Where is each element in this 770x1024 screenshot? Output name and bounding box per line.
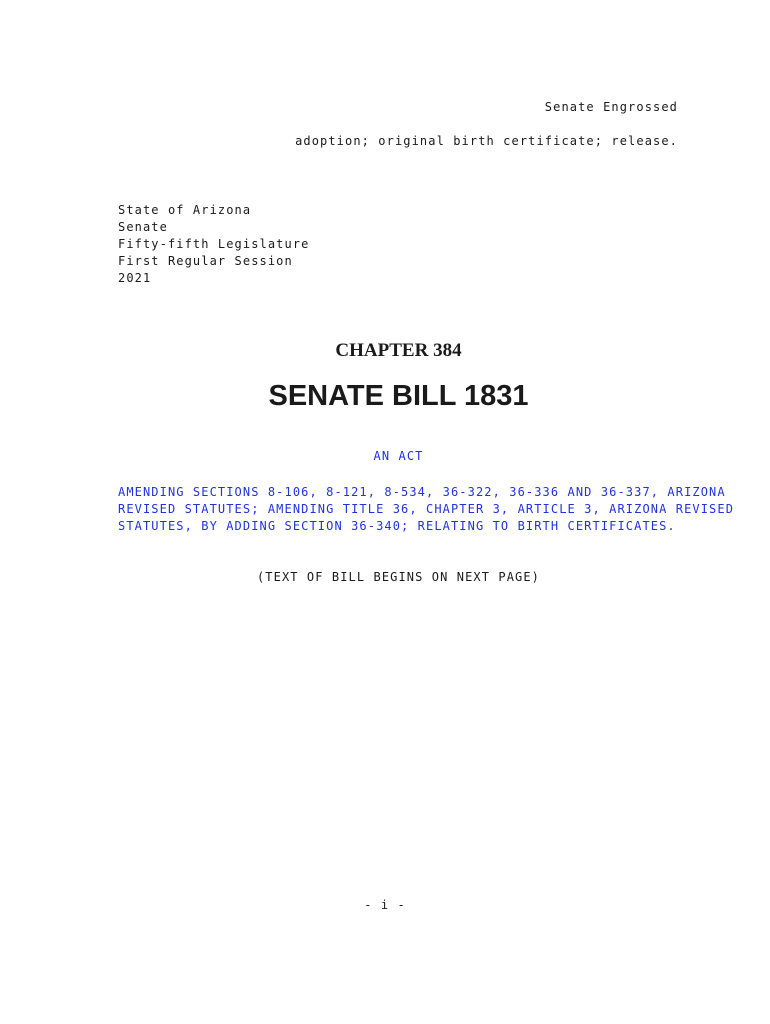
act-title [118, 484, 735, 535]
act-title-line: STATUTES, BY ADDING SECTION 36-340; RELATING TO BIRTH CERTIFICATES. [118, 519, 676, 533]
state-name: State of Arizona [118, 203, 252, 217]
legislature: Fifty-fifth Legislature [118, 237, 310, 251]
legislature-info [118, 202, 309, 287]
chamber: Senate [118, 220, 168, 234]
chapter-heading: CHAPTER 384 [335, 340, 462, 361]
bill-subject: adoption; original birth certificate; release. [295, 134, 678, 148]
page-number: - i - [364, 898, 406, 912]
act-title-line: REVISED STATUTES; AMENDING TITLE 36, CHAPTER 3, ARTICLE 3, ARIZONA REVISED [118, 502, 735, 516]
an-act-label: AN ACT [373, 449, 424, 463]
session: First Regular Session [118, 254, 293, 268]
next-page-notice: (TEXT OF BILL BEGINS ON NEXT PAGE) [256, 570, 541, 584]
act-title-line: AMENDING SECTIONS 8-106, 8-121, 8-534, 36-322, 36-336 AND 36-337, ARIZONA [118, 485, 726, 499]
bill-title: SENATE BILL 1831 [268, 380, 529, 412]
document-status: Senate Engrossed [544, 100, 678, 114]
session-year: 2021 [118, 271, 152, 285]
